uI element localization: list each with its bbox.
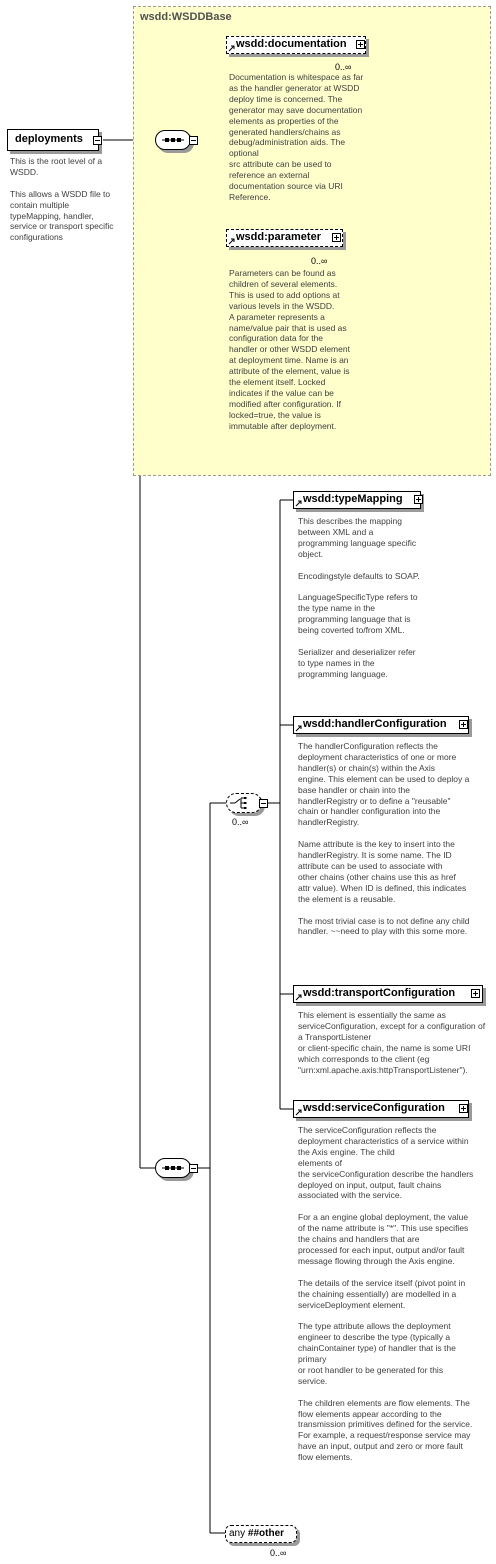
serviceconfiguration-expand-plus-icon[interactable]	[459, 1104, 468, 1113]
handlerconfiguration-expand-plus-icon[interactable]	[459, 720, 468, 729]
typemapping-description: This describes the mapping between XML and a programming language specific object. Encodingstyle defaults to SOAP. LanguageSpecificType refers to the type name in the programming language that is being coverted to/from XML. Serializer and deserializer refer to type names in the programming language.	[298, 516, 420, 679]
any-namespace: ##other	[247, 1528, 285, 1539]
serviceconfiguration-description: The serviceConfiguration reflects the deployment characteristics of a service within the Axis engine. The child elements of the serviceConfiguration describe the handlers deployed on input, output, fault chains associated with the service. For a an engine global deployment, the value of the name attribute is "*". This use specifies the chains and handlers that are processed for each input, output and/or fault message flowing through the Axis engine. The details of the service itself (pivot point in the chaining essentially) are modelled in a serviceDeployment element. The type attribute allows the deployment engineer to describe the type (typically a chainContainer type) of handler that is the primary or root handler to be generated for this service. The children elements are flow elements. The flow elements appear according to the transmission primitives defined for the service. For example, a request/response service may have an input, output and zero or more fault flow elements.	[298, 1125, 474, 1463]
transportconfiguration-element[interactable]	[293, 985, 483, 1003]
any-cardinality: 0..∞	[270, 1548, 287, 1558]
deployments-element[interactable]	[7, 129, 99, 151]
typemapping-expand-plus-icon[interactable]	[414, 495, 423, 504]
reference-arrow-icon	[228, 238, 235, 245]
documentation-cardinality: 0..∞	[335, 62, 352, 72]
parameter-element[interactable]	[226, 229, 343, 247]
documentation-label: wsdd:documentation	[236, 38, 347, 50]
deployments-description: This is the root level of a WSDD. This allows a WSDD file to contain multiple typeMapping, handler, service or transport specific configurations	[10, 156, 114, 243]
sequence-compositor	[155, 130, 191, 150]
any-prefix: any	[229, 1528, 246, 1539]
documentation-element[interactable]	[226, 36, 366, 54]
choice-cardinality: 0..∞	[232, 817, 249, 827]
choice-icon	[227, 794, 261, 812]
any-label	[229, 1528, 284, 1539]
transportconfiguration-label: wsdd:transportConfiguration	[303, 987, 456, 999]
sequence-compositor-2	[155, 1158, 191, 1178]
reference-arrow-icon	[295, 500, 302, 507]
transportconfiguration-description: This element is essentially the same as serviceConfiguration, except for a configuration of a TransportListener or client-specific chain, the name is some URI which corresponds to the client (eg "urn:xml.apache.axis:httpTransportListener").	[298, 1010, 486, 1075]
parameter-cardinality: 0..∞	[311, 256, 328, 266]
typemapping-label: wsdd:typeMapping	[303, 493, 403, 505]
transportconfiguration-expand-plus-icon[interactable]	[471, 989, 480, 998]
sequence-2-collapse-minus-icon[interactable]	[189, 1164, 198, 1173]
parameter-expand-plus-icon[interactable]	[332, 233, 341, 242]
sequence-icon	[156, 131, 190, 149]
typemapping-element[interactable]	[293, 491, 421, 509]
reference-arrow-icon	[228, 45, 235, 52]
sequence-collapse-minus-icon[interactable]	[189, 136, 198, 145]
serviceconfiguration-element[interactable]	[293, 1100, 469, 1118]
handlerconfiguration-description: The handlerConfiguration reflects the deployment characteristics of one or more handler(s) or chain(s) within the Axis engine. This element can be used to deploy a base handler or chain into the handlerRegistry or to define a "reusable" chain or handler configuration into the handlerRegistry. Name attribute is the key to insert into the handlerRegistry. It is some name. The ID attribute can be used to associate with other chains (other chains use this as href attr value). When ID is defined, this indicates the element is a reusable. The most trivial case is to not define any child handler. ~~need to play with this some more.	[298, 741, 470, 937]
parameter-label: wsdd:parameter	[236, 231, 321, 243]
reference-arrow-icon	[295, 1109, 302, 1116]
documentation-description: Documentation is whitespace as far as the handler generator at WSDD deploy time is concerned. The generator may save documentation elements as properties of the generated handlers/chains as debug/administration aids. The optional src attribute can be used to reference an external documentation source via URI Reference.	[229, 72, 364, 202]
reference-arrow-icon	[295, 725, 302, 732]
reference-arrow-icon	[295, 994, 302, 1001]
choice-compositor	[226, 793, 262, 813]
serviceconfiguration-label: wsdd:serviceConfiguration	[303, 1102, 445, 1114]
sequence-icon	[156, 1159, 190, 1177]
documentation-expand-plus-icon[interactable]	[356, 40, 365, 49]
parameter-description: Parameters can be found as children of several elements. This is used to add options at various levels in the WSDD. A parameter represents a name/value pair that is used as configuration data for the handler or other WSDD element at deployment time. Name is an attribute of the element, value is the element itself. Locked indicates if the value can be modified after configuration. If locked=true, the value is immutable after deployment.	[229, 268, 350, 431]
handlerconfiguration-label: wsdd:handlerConfiguration	[303, 718, 447, 730]
group-title: wsdd:WSDDBase	[140, 11, 232, 23]
any-other-wildcard[interactable]	[225, 1525, 297, 1543]
collapse-minus-icon[interactable]	[93, 136, 102, 145]
deployments-label: deployments	[15, 133, 83, 145]
handlerconfiguration-element[interactable]	[293, 716, 469, 734]
choice-collapse-minus-icon[interactable]	[259, 799, 268, 808]
